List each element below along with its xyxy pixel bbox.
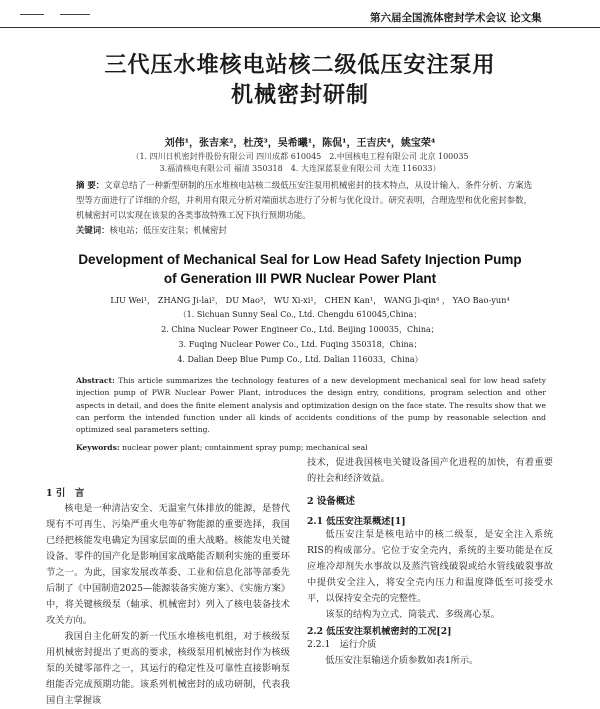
header-dash-left-2: [60, 14, 90, 15]
header-dash-left: [20, 14, 44, 15]
abstract-cn-label: 摘 要：: [76, 180, 105, 190]
keywords-cn-label: 关键词：: [76, 225, 110, 235]
authors-en: LIU Wei¹， ZHANG Ji-lai²， DU Mao³， WU Xi-xi¹， CHEN Kan¹， WANG Ji-qin⁴ ， YAO Bao-yun⁴: [110, 295, 510, 305]
affiliation-cn-line-2: 3.福清核电有限公司 福清 350318 4. 大连深蓝泵业有限公司 大连 116033）: [159, 164, 441, 173]
keywords-en-text: nuclear power plant; containment spray pump; mechanical seal: [122, 443, 368, 452]
left-column: [46, 485, 290, 709]
abstract-en: [76, 375, 546, 436]
affiliation-en-line-2: 2. China Nuclear Power Engineer Co., Ltd. Beijing 100035，China；: [161, 325, 439, 334]
section-1-heading: 1 引 言: [46, 488, 85, 499]
abstract-en-text: This article summarizes the technology features of a new development mechanical seal for low head safety injection pump of PWR Nuclear Power Plant, introduces the design entry, conditions, program selection and other aspects in detail, and does the finite element analysis and optimization design on the face state. The results show that we can perform the intended function under all kinds of accidents conditions of the pump by reasonable selection and optimized seal parameters setting.: [76, 376, 546, 435]
section-2-2-1-heading: 2.2.1 运行介质: [307, 639, 377, 650]
affiliation-en-line-3: 3. Fuqing Nuclear Power Co., Ltd. Fuqing 350318，China；: [178, 340, 422, 349]
authors-cn: 刘伟¹，张吉来²，杜茂³，吴希曦¹，陈侃¹，王吉庆⁴，姚宝荣⁴: [164, 138, 436, 149]
title-en-line-1: Development of Mechanical Seal for Low Head Safety Injection Pump: [78, 252, 522, 267]
affiliation-en-line-4: 4. Dalian Deep Blue Pump Co., Ltd. Dalian 116033，China）: [177, 355, 423, 364]
running-header: 第六届全国流体密封学术会议 论文集: [370, 12, 542, 24]
header-rule: [0, 27, 600, 28]
section-2-2-heading: 2.2 低压安注泵机械密封的工况[2]: [307, 626, 452, 637]
affiliation-en-line-1: （1. Sichuan Sunny Seal Co., Ltd. Chengdu 610045,China；: [178, 310, 422, 319]
keywords-en-label: Keywords:: [76, 443, 120, 452]
affiliation-cn-line-1: （1. 四川日机密封件股份有限公司 四川成都 610045 2.中国核电工程有限公司 北京 100035: [131, 152, 469, 161]
right-column: [307, 455, 553, 669]
title-cn-line-1: 三代压水堆核电站核二级低压安注泵用: [104, 52, 496, 78]
keywords-en: [76, 443, 546, 452]
section-2-heading: 2 设备概述: [307, 496, 355, 507]
keywords-cn-text: 核电站；低压安注泵；机械密封: [109, 225, 227, 235]
section-2-1-paragraph-1: 低压安注泵是核电站中的核二级泵，是安全注入系统RIS的构成部分。它位于安全壳内，系统的主要功能是在反应堆冷却剂失水事故以及蒸汽管线破裂或给水管线破裂事故中提供安全注入，将安全壳内压力和温度降低至可接受水平，以保持安全壳的完整性。: [307, 529, 553, 604]
abstract-en-label: Abstract:: [76, 376, 115, 385]
abstract-cn: [76, 178, 532, 223]
section-2-1-heading: 2.1 低压安注泵概述[1]: [307, 516, 406, 527]
section-2-2-1-text: 低压安注泵输送介质参数如表1所示。: [325, 655, 479, 666]
section-1-paragraph-2: 我国自主化研发的新一代压水堆核电机组，对于核级泵用机械密封提出了更高的要求，核级泵用机械密封作为核级泵的关键零部件之一，其运行的稳定性及可靠性直接影响泵组能否完成预期功能。该系列机械密封的成功研制，代表我国自主掌握该: [46, 631, 290, 706]
keywords-cn: [76, 224, 532, 236]
section-1-paragraph-1: 核电是一种清洁安全、无温室气体排放的能源，是替代现有不可再生、污染严重火电等矿物能源的重要选择，我国已经把核能发电确定为国家层面的重大战略。核能发电关键设备、零件的国产化是影响国家战略能否顺利实施的重要环节之一。为此，国家发展改革委、工业和信息化部等部委先后制了《中国制造2025—能源装备实施方案》、《实施方案》中，将关键核级泵（轴承、机械密封）列入了核电装备技术攻关方向。: [46, 503, 290, 626]
title-en-line-2: of Generation III PWR Nuclear Power Plant: [163, 271, 437, 286]
title-cn-line-2: 机械密封研制: [230, 82, 369, 108]
abstract-cn-text: 文章总结了一种新型研制的压水堆核电站核二级低压安注泵用机械密封的技术特点，从设计输入、条件分析、方案选型等方面进行了详细的介绍，并利用有限元分析对端面状态进行了分析与优化设计。研究表明，合理选型和优化密封参数，机械密封可以实现在该泵的各类事故特殊工况下执行预期功能。: [76, 180, 532, 220]
intro-continuation: 技术，促进我国核电关键设备国产化进程的加快，有着重要的社会和经济效益。: [307, 457, 553, 484]
section-2-1-paragraph-2: 该泵的结构为立式、筒装式、多级离心泵。: [325, 609, 500, 620]
